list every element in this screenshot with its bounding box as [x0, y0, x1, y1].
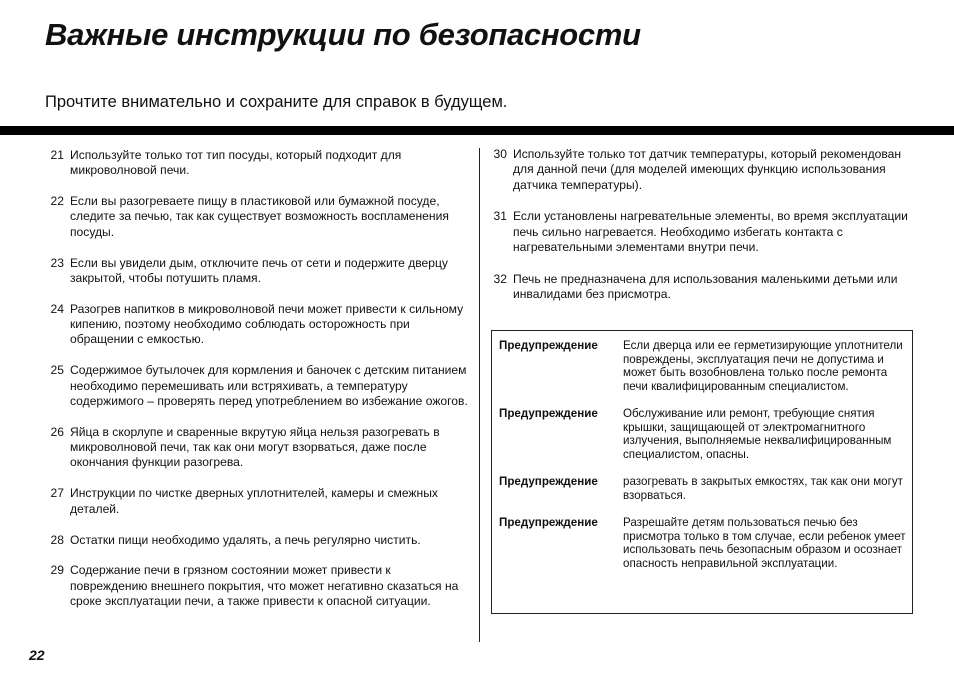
instruction-item-32 — [484, 272, 916, 303]
item-text: Содержание печи в грязном состоянии может привести к повреждению внешнего покрытия, что может негативно сказаться на сроке эксплуатации печи, а также привести к опасной ситуации. — [70, 563, 459, 608]
page-title: Важные инструкции по безопасности — [45, 17, 641, 52]
warning-row — [499, 475, 906, 502]
warning-row — [499, 407, 906, 461]
warning-label: Предупреждение — [499, 475, 598, 488]
header-rule — [0, 126, 954, 135]
instruction-item-29 — [40, 563, 468, 609]
warning-box — [491, 330, 913, 614]
page-number: 22 — [29, 647, 45, 663]
item-text: Печь не предназначена для использования маленькими детьми или инвалидами без присмотра. — [513, 271, 898, 301]
warning-label: Предупреждение — [499, 407, 598, 420]
item-number: 28 — [50, 532, 64, 547]
item-text: Яйца в скорлупе и сваренные вкрутую яйца нельзя разогревать в микроволновой печи, так как они могут взорваться, даже после окончания функции разогрева. — [70, 424, 440, 470]
item-text: Инструкции по чистке дверных уплотнителей, камеры и смежных деталей. — [70, 486, 438, 516]
item-text: Разогрев напитков в микроволновой печи может привести к сильному кипению, поэтому необходимо соблюдать осторожность при обращении с емкостью. — [70, 301, 464, 347]
warning-text: Разрешайте детям пользоваться печью без присмотра только в том случае, если ребенок умеет использовать печь безопасным образом и осознает опасность неправильной эксплуатации. — [623, 516, 906, 570]
instruction-item-30 — [484, 147, 916, 193]
right-column — [484, 147, 916, 319]
instruction-item-31 — [484, 209, 916, 255]
item-number: 25 — [50, 363, 64, 378]
left-column — [40, 148, 468, 625]
instruction-item-21 — [40, 148, 468, 179]
item-text: Содержимое бутылочек для кормления и баночек с детским питанием необходимо перемешивать или встряхивать, а температуру содержимого – проверять перед употреблением во избежание ожогов. — [70, 363, 468, 408]
item-number: 23 — [50, 255, 64, 270]
item-number: 29 — [50, 563, 64, 578]
item-number: 22 — [50, 194, 64, 209]
item-text: Если установлены нагревательные элементы, во время эксплуатации печь сильно нагревается. Необходимо избегать контакта с нагревательными элементами внутри печи. — [513, 209, 908, 254]
item-number: 32 — [493, 271, 507, 286]
item-text: Используйте только тот датчик температуры, который рекомендован для данной печи (для моделей имеющих функцию использования датчика температуры). — [513, 147, 902, 192]
instruction-item-22 — [40, 194, 468, 240]
item-text: Если вы разогреваете пищу в пластиковой или бумажной посуде, следите за печью, так как существует возможность воспламенения посуды. — [70, 194, 449, 239]
instruction-item-28 — [40, 533, 468, 548]
warning-text: Если дверца или ее герметизирующие уплотнители повреждены, эксплуатация печи не допустима и может быть возобновлена только после ремонта печи квалифицированным специалистом. — [623, 339, 903, 393]
warning-text: Обслуживание или ремонт, требующие снятия крышки, защищающей от электромагнитного излучения, выполняемые неквалифицированным специалистом, опасны. — [623, 407, 892, 461]
instruction-item-23 — [40, 256, 468, 287]
item-number: 26 — [50, 424, 64, 439]
page-subtitle: Прочтите внимательно и сохраните для справок в будущем. — [45, 93, 508, 111]
column-divider — [479, 148, 480, 642]
item-text: Остатки пищи необходимо удалять, а печь регулярно чистить. — [70, 532, 421, 547]
item-number: 24 — [50, 301, 64, 316]
item-number: 21 — [50, 148, 64, 162]
instruction-item-26 — [40, 425, 468, 471]
warning-label: Предупреждение — [499, 339, 598, 352]
instruction-item-27 — [40, 486, 468, 517]
item-number: 31 — [493, 209, 507, 224]
warning-text: разогревать в закрытых емкостях, так как они могут взорваться. — [623, 475, 903, 502]
instruction-item-24 — [40, 302, 468, 348]
item-number: 27 — [50, 486, 64, 501]
item-text: Используйте только тот тип посуды, который подходит для микроволновой печи. — [70, 148, 402, 178]
warning-row — [499, 516, 906, 570]
warning-label: Предупреждение — [499, 516, 598, 529]
warning-row — [499, 339, 906, 393]
instruction-item-25 — [40, 363, 468, 409]
item-number: 30 — [493, 147, 507, 161]
item-text: Если вы увидели дым, отключите печь от сети и подержите дверцу закрытой, чтобы потушить пламя. — [70, 255, 448, 285]
